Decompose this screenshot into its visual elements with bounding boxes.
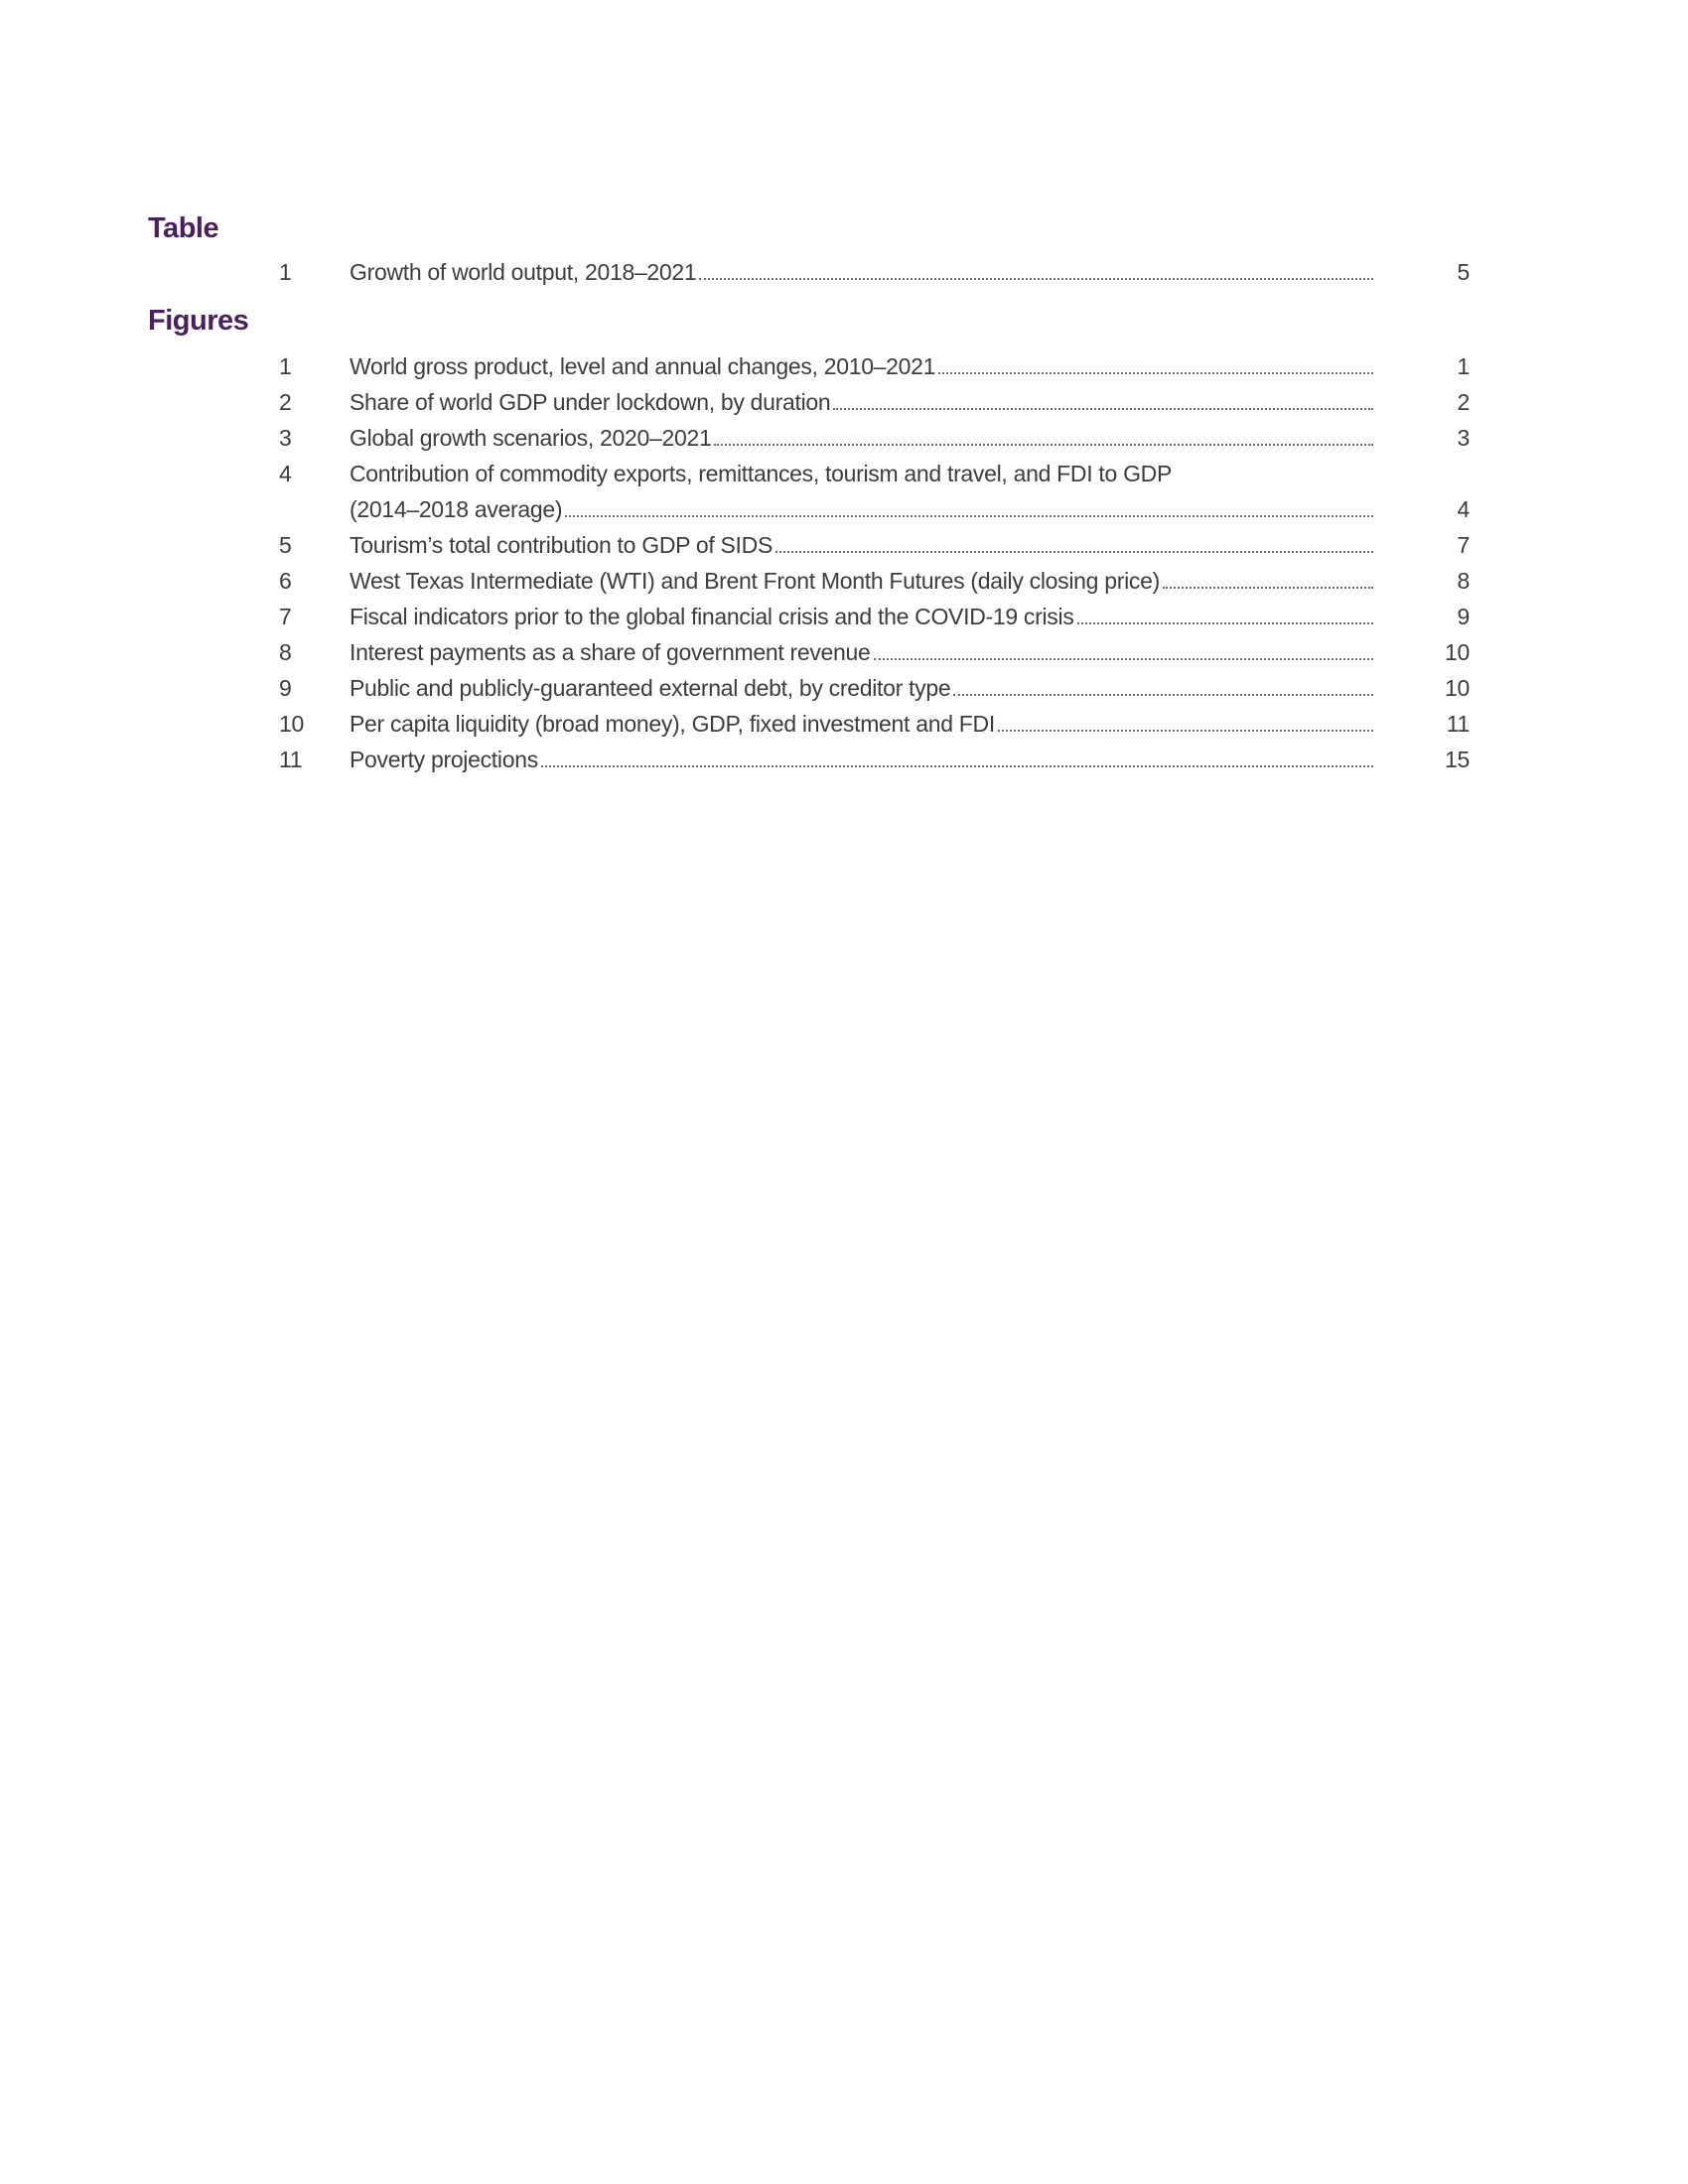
entry-page-number: 7	[1457, 532, 1470, 558]
entry-number: 4	[279, 461, 292, 486]
entry-number: 2	[279, 389, 292, 415]
figure-entry[interactable]	[0, 599, 1688, 634]
entry-title-line-1: Contribution of commodity exports, remittances, tourism and travel, and FDI to GDP	[350, 456, 1175, 491]
dot-leader	[998, 728, 1373, 732]
entry-title: West Texas Intermediate (WTI) and Brent Front Month Futures (daily closing price)	[350, 563, 1163, 599]
entry-title: World gross product, level and annual changes, 2010–2021	[350, 348, 938, 384]
figure-entry[interactable]	[0, 348, 1688, 384]
figure-entry[interactable]	[0, 527, 1688, 563]
dot-leader	[714, 442, 1373, 446]
figure-entry[interactable]	[0, 420, 1688, 456]
entry-title: Per capita liquidity (broad money), GDP, fixed investment and FDI	[350, 706, 998, 742]
entry-title: Fiscal indicators prior to the global financial crisis and the COVID-19 crisis	[350, 599, 1077, 634]
entry-page-number: 15	[1445, 747, 1470, 772]
table-section-heading: Table	[148, 212, 219, 244]
figure-entry[interactable]	[0, 742, 1688, 777]
dot-leader	[833, 406, 1373, 410]
entry-page-number: 3	[1457, 425, 1470, 451]
figures-list	[0, 348, 1688, 777]
entry-title: Share of world GDP under lockdown, by duration	[350, 384, 833, 420]
entry-page-number: 10	[1445, 675, 1470, 701]
dot-leader	[775, 549, 1373, 553]
entry-number: 10	[279, 711, 304, 737]
entry-number: 8	[279, 639, 292, 665]
figure-entry[interactable]	[0, 384, 1688, 420]
figure-entry[interactable]	[0, 563, 1688, 599]
entry-title: Growth of world output, 2018–2021	[350, 254, 699, 290]
entry-number: 11	[279, 747, 303, 772]
figure-entry[interactable]	[0, 634, 1688, 670]
entry-page-number: 8	[1457, 568, 1470, 594]
entry-number: 5	[279, 532, 292, 558]
entry-title-line-2: (2014–2018 average)	[350, 491, 565, 527]
entry-number: 3	[279, 425, 292, 451]
entry-page-number: 10	[1445, 639, 1470, 665]
entry-title: Tourism’s total contribution to GDP of SIDS	[350, 527, 775, 563]
entry-number: 1	[279, 259, 292, 285]
entry-page-number: 4	[1457, 496, 1470, 522]
dot-leader	[874, 656, 1373, 660]
entry-title: Poverty projections	[350, 742, 541, 777]
entry-page-number: 9	[1457, 604, 1470, 629]
dot-leader	[953, 692, 1373, 696]
dot-leader	[1163, 585, 1373, 589]
table-entry[interactable]	[0, 254, 1688, 290]
entry-page-number: 2	[1457, 389, 1470, 415]
figure-entry[interactable]	[0, 456, 1688, 527]
entry-number: 6	[279, 568, 292, 594]
entry-number: 1	[279, 353, 292, 379]
figures-section-heading: Figures	[148, 305, 249, 337]
dot-leader	[565, 513, 1373, 517]
dot-leader	[541, 763, 1373, 767]
dot-leader	[699, 276, 1373, 280]
dot-leader	[938, 370, 1373, 374]
table-list	[0, 254, 1688, 290]
entry-title: Interest payments as a share of government revenue	[350, 634, 874, 670]
entry-title: Global growth scenarios, 2020–2021	[350, 420, 714, 456]
entry-title: Public and publicly-guaranteed external debt, by creditor type	[350, 670, 953, 706]
figure-entry[interactable]	[0, 706, 1688, 742]
entry-page-number: 1	[1457, 353, 1470, 379]
entry-number: 9	[279, 675, 292, 701]
figure-entry[interactable]	[0, 670, 1688, 706]
entry-page-number: 5	[1457, 259, 1470, 285]
entry-page-number: 11	[1446, 711, 1470, 737]
dot-leader	[1077, 620, 1373, 624]
entry-number: 7	[279, 604, 292, 629]
